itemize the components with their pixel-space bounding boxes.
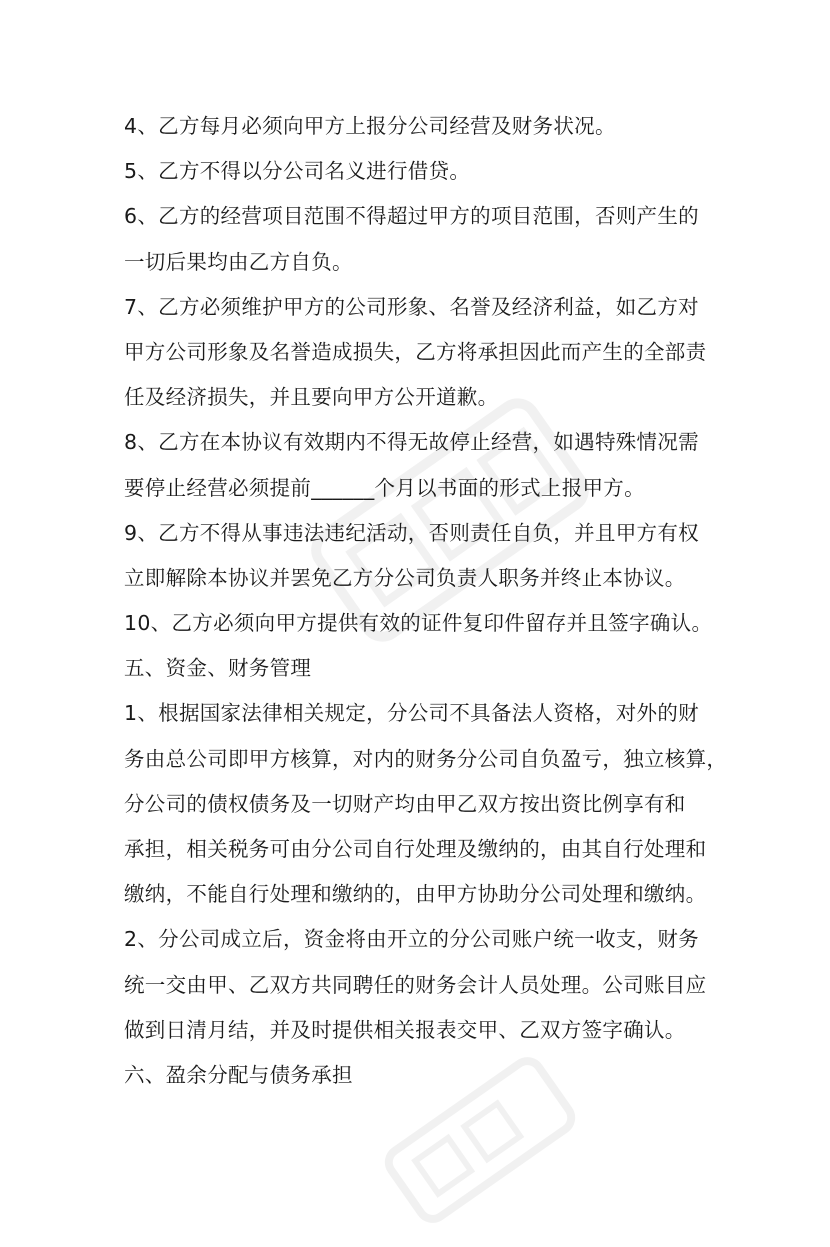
text-line: 做到日清月结，并及时提供相关报表交甲、乙双方签字确认。: [124, 1017, 686, 1042]
document-body: [124, 104, 728, 1098]
text-line: 6、乙方的经营项目范围不得超过甲方的项目范围，否则产生的: [124, 204, 699, 229]
text-line: 5、乙方不得以分公司名义进行借贷。: [124, 159, 471, 184]
text-line: 统一交由甲、乙双方共同聘任的财务会计人员处理。公司账目应: [124, 972, 707, 997]
text-line: 7、乙方必须维护甲方的公司形象、名誉及经济利益，如乙方对: [124, 294, 699, 319]
text-line: 立即解除本协议并罢免乙方分公司负责人职务并终止本协议。: [124, 565, 686, 590]
section-heading: 五、资金、财务管理: [124, 656, 312, 681]
text-line: 缴纳，不能自行处理和缴纳的，由甲方协助分公司处理和缴纳。: [124, 882, 707, 907]
text-line: 任及经济损失，并且要向甲方公开道歉。: [124, 385, 499, 410]
text-line: 2、分公司成立后，资金将由开立的分公司账户统一收支，财务: [124, 927, 699, 952]
text-line: 分公司的债权债务及一切财产均由甲乙双方按出资比例享有和: [124, 791, 686, 816]
text-line: 务由总公司即甲方核算，对内的财务分公司自负盈亏，独立核算，: [124, 746, 728, 771]
text-line: 一切后果均由乙方自负。: [124, 249, 353, 274]
section-heading: 六、盈余分配与债务承担: [124, 1062, 353, 1087]
text-line: 4、乙方每月必须向甲方上报分公司经营及财务状况。: [124, 114, 616, 138]
text-line: 要停止经营必须提前______个月以书面的形式上报甲方。: [124, 475, 645, 500]
text-line: 1、根据国家法律相关规定，分公司不具备法人资格，对外的财: [124, 701, 699, 726]
text-line: 9、乙方不得从事违法违纪活动，否则责任自负，并且甲方有权: [124, 520, 699, 545]
text-line: 10、乙方必须向甲方提供有效的证件复印件留存并且签字确认。: [124, 611, 713, 636]
text-line: 8、乙方在本协议有效期内不得无故停止经营，如遇特殊情况需: [124, 430, 699, 455]
text-line: 甲方公司形象及名誉造成损失，乙方将承担因此而产生的全部责: [124, 339, 707, 364]
text-line: 承担，相关税务可由分公司自行处理及缴纳的，由其自行处理和: [124, 837, 707, 861]
